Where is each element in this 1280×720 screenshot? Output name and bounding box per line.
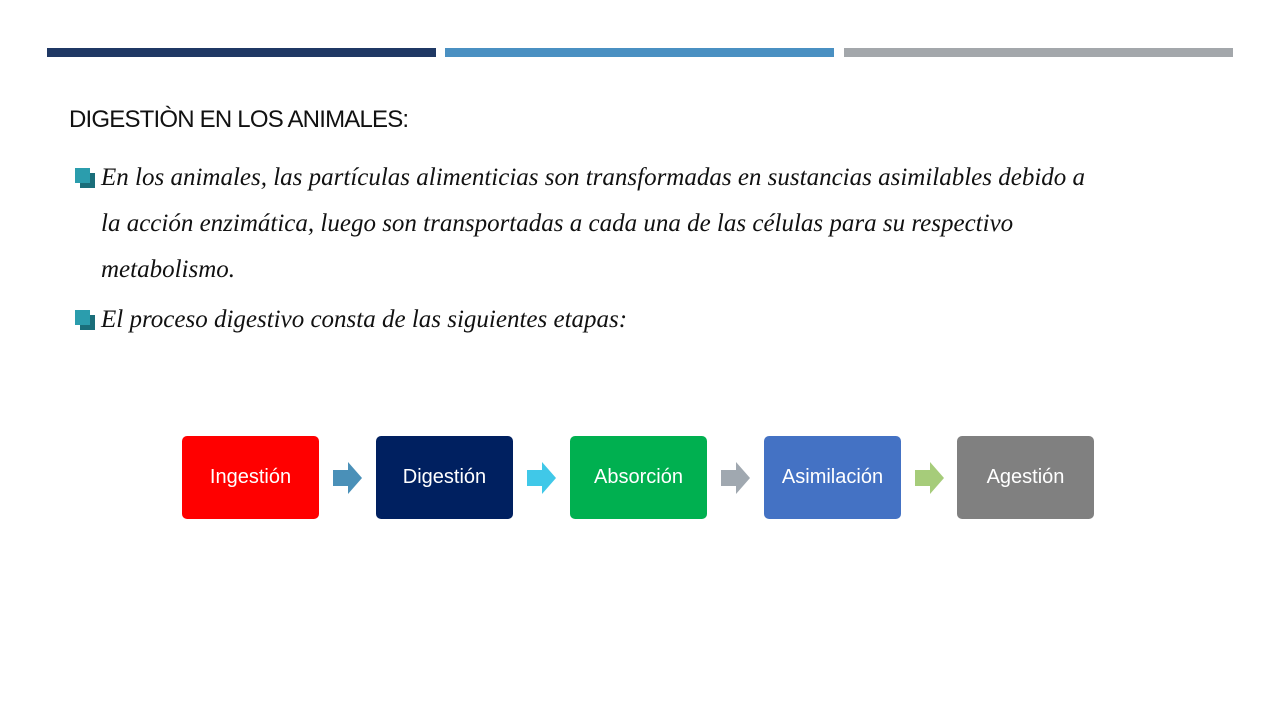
accent-bar-dark [47,48,436,57]
arrow-right-icon [721,462,750,494]
step-ingestion: Ingestión [182,436,319,519]
arrow-right-icon [333,462,362,494]
step-asimilacion: Asimilación [764,436,901,519]
slide-title: DIGESTIÒN EN LOS ANIMALES: [69,106,409,133]
process-flow [182,436,1094,519]
step-absorcion: Absorción [570,436,707,519]
accent-bar-gray [844,48,1233,57]
bullet-line: En los animales, las partículas alimenticias son transformadas en sustancias asimilables debido a [101,164,1086,191]
bullet-item [75,297,1225,343]
step-digestion: Digestión [376,436,513,519]
checkbox-bullet-icon [75,168,95,188]
step-agestion: Agestión [957,436,1094,519]
accent-bar-blue [445,48,834,57]
checkbox-bullet-icon [75,310,95,330]
bullet-item [75,155,1225,293]
arrow-right-icon [915,462,944,494]
bullet-line: la acción enzimática, luego son transportadas a cada una de las células para su respectivo [101,210,1014,237]
arrow-right-icon [527,462,556,494]
bullet-line: metabolismo. [101,256,236,283]
bullet-line: El proceso digestivo consta de las siguientes etapas: [101,306,628,333]
